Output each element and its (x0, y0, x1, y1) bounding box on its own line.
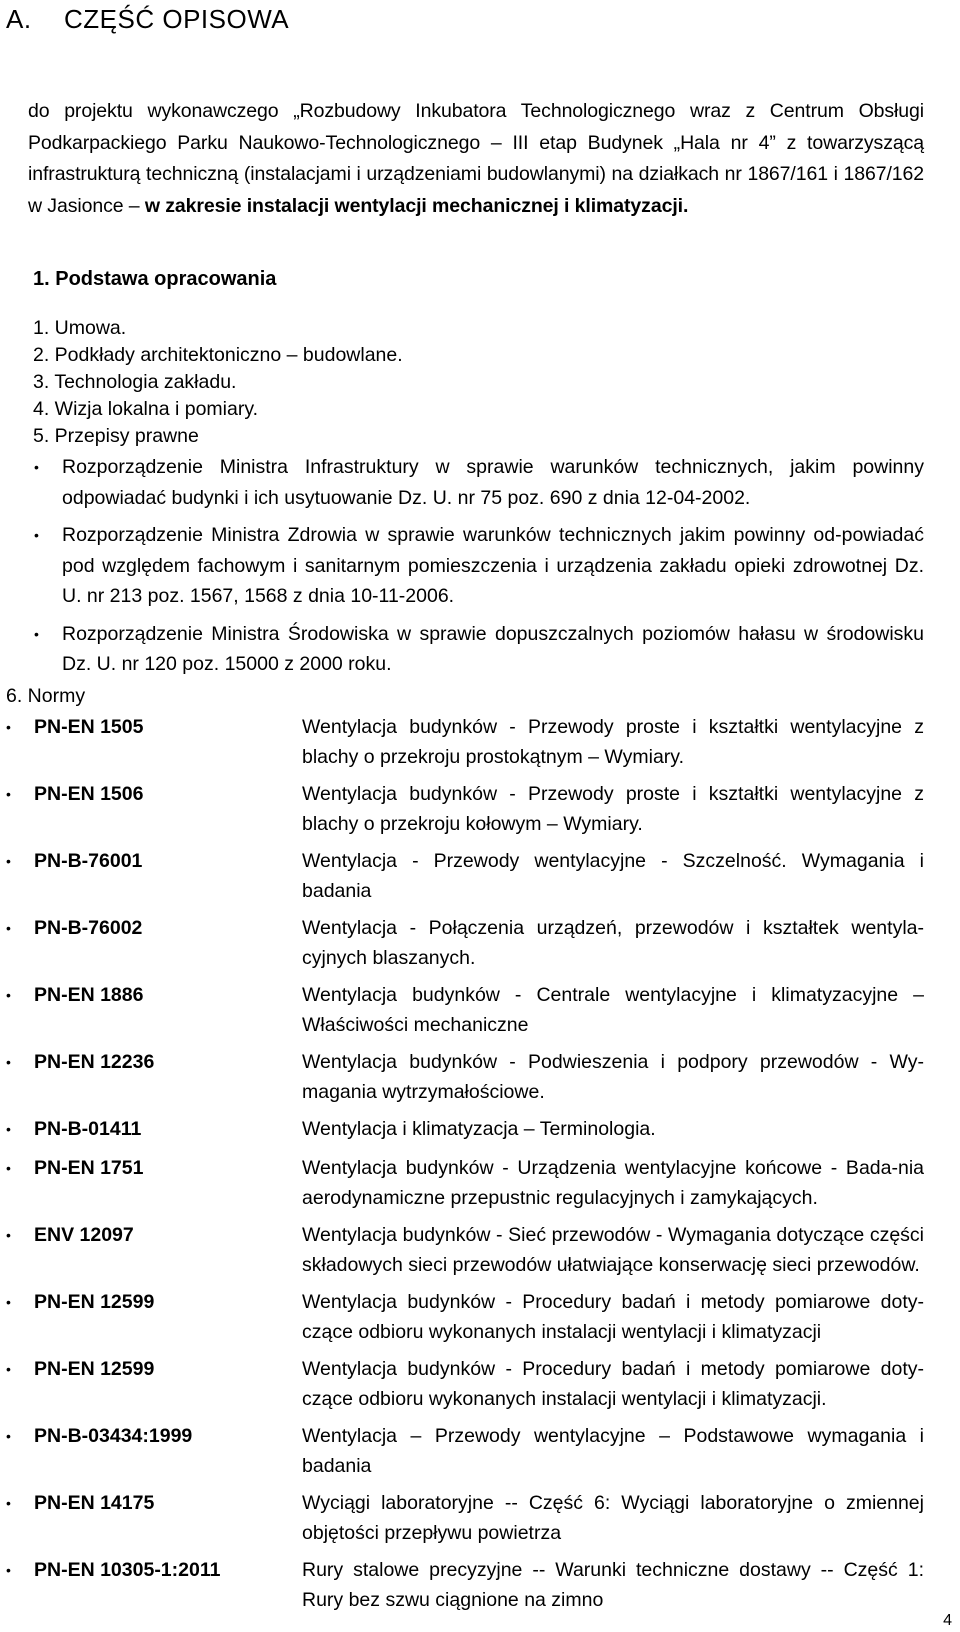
norm-code: PN-EN 1886 (34, 984, 144, 1006)
bullet-icon: • (6, 1160, 11, 1176)
norm-description: Wentylacja budynków - Procedury badań i metody pomiarowe doty-czące odbioru wykonanych instalacji wentylacji i klimatyzacji (302, 1291, 924, 1343)
intro-scope: w zakresie instalacji wentylacji mechanicznej i klimatyzacji. (144, 194, 689, 217)
bullet-icon: • (34, 625, 39, 642)
regulations-list (32, 452, 924, 687)
norm-description: Wentylacja budynków - Centrale wentylacyjne i klimatyzacyjne – Właściwości mechaniczne (302, 984, 924, 1036)
regulation-text: Rozporządzenie Ministra Środowiska w sprawie dopuszczalnych poziomów hałasu w środowisku Dz. U. nr 120 poz. 15000 z 2000 roku. (62, 622, 924, 675)
norm-description: Wentylacja - Przewody wentylacyjne - Szczelność. Wymagania i badania (302, 850, 924, 902)
norm-item (6, 780, 924, 839)
bullet-icon: • (6, 1428, 11, 1444)
norms-list (6, 713, 924, 1623)
norm-code: PN-EN 1506 (34, 783, 144, 805)
norm-code: PN-EN 12599 (34, 1358, 155, 1380)
norm-description: Wentylacja budynków - Procedury badań i metody pomiarowe doty-czące odbioru wykonanych instalacji wentylacji i klimatyzacji. (302, 1358, 924, 1410)
page-number: 4 (943, 1612, 952, 1629)
bullet-icon: • (6, 1054, 11, 1070)
bullet-icon: • (6, 719, 11, 735)
regulation-item (32, 452, 924, 513)
norm-item (6, 1288, 924, 1347)
bullet-icon: • (6, 786, 11, 802)
norm-item (6, 713, 924, 772)
basis-item: 2. Podkłady architektoniczno – budowlane. (33, 344, 403, 366)
norm-code: PN-EN 1751 (34, 1157, 144, 1179)
regulation-item (32, 520, 924, 612)
norm-description: Wentylacja budynków - Przewody proste i kształtki wentylacyjne z blachy o przekroju prostokątnym – Wymiary. (302, 716, 924, 768)
basis-item: 3. Technologia zakładu. (33, 371, 237, 393)
regulation-item (32, 619, 924, 680)
norm-item (6, 1422, 924, 1481)
norm-item (6, 981, 924, 1040)
norm-description: Wentylacja – Przewody wentylacyjne – Podstawowe wymagania i badania (302, 1425, 924, 1477)
norm-description: Rury stalowe precyzyjne -- Warunki techniczne dostawy -- Część 1: Rury bez szwu ciągnione na zimno (302, 1559, 924, 1611)
bullet-icon: • (6, 1121, 11, 1137)
bullet-icon: • (34, 459, 39, 475)
heading-title: CZĘŚĆ OPISOWA (64, 4, 290, 34)
norm-code: PN-B-76001 (34, 850, 143, 872)
norm-code: PN-B-76002 (34, 917, 143, 939)
bullet-icon: • (6, 987, 11, 1003)
norm-code: PN-B-01411 (34, 1118, 142, 1140)
bullet-icon: • (34, 527, 39, 543)
norm-code: PN-B-03434:1999 (34, 1425, 193, 1447)
norm-item (6, 1115, 924, 1145)
intro-text: do projektu wykonawczego „Rozbudowy Inkubatora Technologicznego wraz z Centrum Obsługi Podkarpackiego Parku Naukowo-Technologicznego – III etap Budynek „Hala nr 4” z towarzyszącą infrastrukturą techniczną (instalacjami i urządzeniami budowlanymi) na działkach nr 1867/161 i 1867/162 w Jasionce – (28, 100, 924, 217)
norm-code: PN-EN 10305-1:2011 (34, 1559, 221, 1581)
regulation-text: Rozporządzenie Ministra Infrastruktury w sprawie warunków technicznych, jakim powinny odpowiadać budynki i ich usytuowanie Dz. U. nr 75 poz. 690 z dnia 12-04-2002. (62, 456, 924, 509)
norm-item (6, 1154, 924, 1213)
bullet-icon: • (6, 1562, 11, 1578)
norm-item (6, 1048, 924, 1107)
bullet-icon: • (6, 1361, 11, 1377)
norm-description: Wentylacja budynków - Podwieszenia i podpory przewodów - Wy-magania wytrzymałościowe. (302, 1051, 924, 1103)
bullet-icon: • (6, 1294, 11, 1310)
regulation-text: Rozporządzenie Ministra Zdrowia w sprawie warunków technicznych jakim powinny od-powiadać pod względem fachowym i sanitarnym pomieszczenia i urządzenia zakładu opieki zdrowotnej Dz. U. nr 213 poz. 1567, 1568 z dnia 10-11-2006. (62, 524, 924, 607)
norm-item (6, 1489, 924, 1548)
norm-item (6, 914, 924, 973)
bullet-icon: • (6, 1227, 11, 1243)
bullet-icon: • (6, 1495, 11, 1511)
section-1-title: 1. Podstawa opracowania (33, 268, 277, 290)
norm-description: Wentylacja budynków - Przewody proste i kształtki wentylacyjne z blachy o przekroju kołowym – Wymiary. (302, 783, 924, 835)
norm-description: Wentylacja - Połączenia urządzeń, przewodów i kształtek wentyla-cyjnych blaszanych. (302, 917, 924, 969)
norm-description: Wentylacja budynków - Urządzenia wentylacyjne końcowe - Bada-nia aerodynamiczne przepustnic regulacyjnych i zamykających. (302, 1157, 924, 1209)
norm-description: Wyciągi laboratoryjne -- Część 6: Wyciągi laboratoryjne o zmiennej objętości przepływu powietrza (302, 1492, 924, 1544)
norm-item (6, 1221, 924, 1280)
norm-description: Wentylacja budynków - Sieć przewodów - Wymagania dotyczące części składowych sieci przewodów ułatwiające konserwację sieci przewodów. (302, 1224, 924, 1276)
basis-item: 4. Wizja lokalna i pomiary. (33, 398, 259, 420)
norm-code: PN-EN 12236 (34, 1051, 155, 1073)
bullet-icon: • (6, 853, 11, 869)
norm-description: Wentylacja i klimatyzacja – Terminologia. (302, 1118, 656, 1140)
section-heading (6, 4, 289, 35)
norm-code: PN-EN 14175 (34, 1492, 155, 1514)
basis-item: 5. Przepisy prawne (33, 425, 199, 447)
norm-code: PN-EN 1505 (34, 716, 144, 738)
norm-item (6, 847, 924, 906)
basis-item: 1. Umowa. (33, 317, 127, 339)
section-6-title: 6. Normy (6, 685, 86, 707)
intro-paragraph (28, 96, 924, 222)
norm-code: ENV 12097 (34, 1224, 134, 1246)
basis-list (33, 315, 403, 450)
norm-item (6, 1355, 924, 1414)
norm-item (6, 1556, 924, 1615)
bullet-icon: • (6, 920, 11, 936)
norm-code: PN-EN 12599 (34, 1291, 155, 1313)
heading-number: A. (6, 4, 32, 34)
